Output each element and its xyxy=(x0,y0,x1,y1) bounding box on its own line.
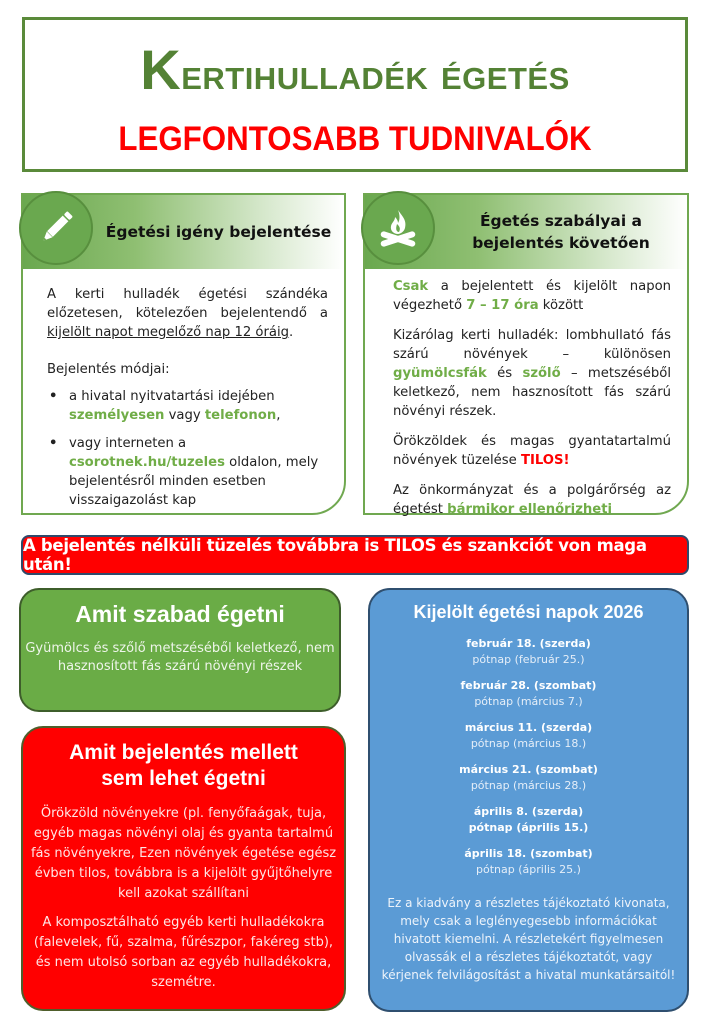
backup-date: pótnap (április 15.) xyxy=(468,821,589,834)
allowed-text: Gyümölcs és szőlő metszéséből keletkező, nem hasznosított fás szárú növényi részek xyxy=(25,641,335,674)
list-item xyxy=(47,387,328,425)
burn-date: február 18. (szerda) xyxy=(466,637,591,650)
burn-date: március 21. (szombat) xyxy=(459,763,598,776)
notification-card xyxy=(21,193,346,515)
methods-label: Bejelentés módjai: xyxy=(47,362,170,377)
burning-dates-box xyxy=(368,588,689,1012)
allowed-title: Amit szabad égetni xyxy=(75,601,285,627)
rule-text: Az önkormányzat és a polgárőrség az égetést xyxy=(393,483,671,517)
method-text: vagy interneten a xyxy=(69,436,187,451)
rules-card xyxy=(363,193,689,515)
pencil-icon xyxy=(19,191,93,265)
time-range: 7 – 17 óra xyxy=(466,298,539,313)
highlight-phone: telefonon xyxy=(204,408,277,423)
date-item xyxy=(370,678,687,710)
rule-time xyxy=(393,277,671,315)
forbidden-compostable: A komposztálható egyéb kerti hulladékokra (falevelek, fű, szalma, fűrészpor, fakéreg stb), és nem utolsó sorban az egyéb hulladékokra, szemétre. xyxy=(33,915,334,990)
rule-waste xyxy=(393,326,671,421)
date-item xyxy=(370,720,687,752)
rule-text: – metszéséből keletkező, nem hasznosított fás szárú növényi részek. xyxy=(393,366,671,419)
backup-date: pótnap (március 28.) xyxy=(470,779,587,792)
forbidden-text xyxy=(23,804,344,993)
allowed-box xyxy=(19,588,341,712)
method-text: oldalon, mely bejelentésről minden esetben visszaigazolást kap xyxy=(69,455,319,508)
card-title xyxy=(443,195,679,269)
date-item xyxy=(370,636,687,668)
intro-paragraph xyxy=(47,285,328,342)
disclaimer-note: Ez a kiadvány a részletes tájékoztató kivonata, mely csak a leglényegesebb információkat hivatott kiemelni. A részletekért figyelmesen olvassák el a részletes tájékoztatót, vagy kérjenek felvilágosítást a hivatal munkatársaitól! xyxy=(381,896,676,982)
dates-list xyxy=(370,636,687,878)
title-first-letter: K xyxy=(140,38,182,101)
warning-banner: A bejelentés nélküli tüzelés továbbra is TILOS és szankciót von maga után! xyxy=(21,535,689,575)
date-item xyxy=(370,846,687,878)
methods-list xyxy=(47,387,328,510)
backup-date: pótnap (március 7.) xyxy=(474,695,583,708)
burn-date: április 18. (szombat) xyxy=(464,847,593,860)
rule-inspection xyxy=(393,481,671,519)
intro-end: . xyxy=(289,325,294,340)
forbidden-evergreens: Örökzöld növényekre (pl. fenyőfaágak, tuja, egyéb magas növényi olaj és gyanta tartalmú fás növényekre, Ezen növények égetése egész évben tilos, továbbra is a kijelölt gyűjtőhelyre kell azokat szállítani xyxy=(30,806,337,901)
backup-date: pótnap (április 25.) xyxy=(476,863,581,876)
page-subtitle: LEGFONTOSABB TUDNIVALÓK xyxy=(118,120,592,158)
intro-text: A kerti hulladék égetési szándéka előzetesen, kötelezően bejelentendő a xyxy=(47,287,328,321)
deadline-text: kijelölt napot megelőző nap 12 óráig xyxy=(47,325,290,340)
campfire-icon xyxy=(361,191,435,265)
method-text: vagy xyxy=(164,408,205,423)
card-title: Égetési igény bejelentése xyxy=(105,223,332,241)
list-item xyxy=(47,434,328,510)
burn-date: február 28. (szombat) xyxy=(460,679,597,692)
highlight-only: Csak xyxy=(393,279,429,294)
card-body xyxy=(393,277,671,530)
rule-text: Örökzöldek és magas gyantatartalmú növények tüzelése xyxy=(393,434,671,468)
date-item xyxy=(370,762,687,794)
backup-date: pótnap (február 25.) xyxy=(472,653,585,666)
date-item xyxy=(370,804,687,836)
highlight-fruit-trees: gyümölcsfák xyxy=(393,366,487,381)
dates-title: Kijelölt égetési napok 2026 xyxy=(413,602,644,622)
card-body xyxy=(47,285,328,519)
title-rest: ertihulladék égetés xyxy=(181,50,570,99)
title-line-2: bejelentés követően xyxy=(472,234,650,252)
highlight-anytime: bármikor ellenőrizheti xyxy=(447,502,613,517)
website-link[interactable]: csorotnek.hu/tuzeles xyxy=(69,455,225,470)
burn-date: április 8. (szerda) xyxy=(473,805,584,818)
rule-evergreen xyxy=(393,432,671,470)
title-line-2: sem lehet égetni xyxy=(101,767,266,790)
highlight-grape: szőlő xyxy=(522,366,561,381)
burn-date: március 11. (szerda) xyxy=(464,721,593,734)
rule-text: Kizárólag kerti hulladék: lombhullató fás szárú növények – különösen xyxy=(393,328,671,362)
forbidden-title xyxy=(23,740,344,792)
page-title xyxy=(25,38,685,103)
rule-text: a bejelentett és kijelölt napon végezhető xyxy=(393,279,671,313)
forbidden-label: TILOS! xyxy=(520,453,570,468)
title-line-1: Amit bejelentés mellett xyxy=(69,741,298,764)
forbidden-box xyxy=(21,726,346,1011)
rule-text: és xyxy=(486,366,523,381)
rule-text: között xyxy=(538,298,584,313)
highlight-in-person: személyesen xyxy=(69,408,165,423)
title-box xyxy=(22,17,688,172)
backup-date: pótnap (március 18.) xyxy=(470,737,587,750)
method-text: , xyxy=(276,408,281,423)
method-text: a hivatal nyitvatartási idejében xyxy=(69,389,275,404)
title-line-1: Égetés szabályai a xyxy=(479,212,643,230)
